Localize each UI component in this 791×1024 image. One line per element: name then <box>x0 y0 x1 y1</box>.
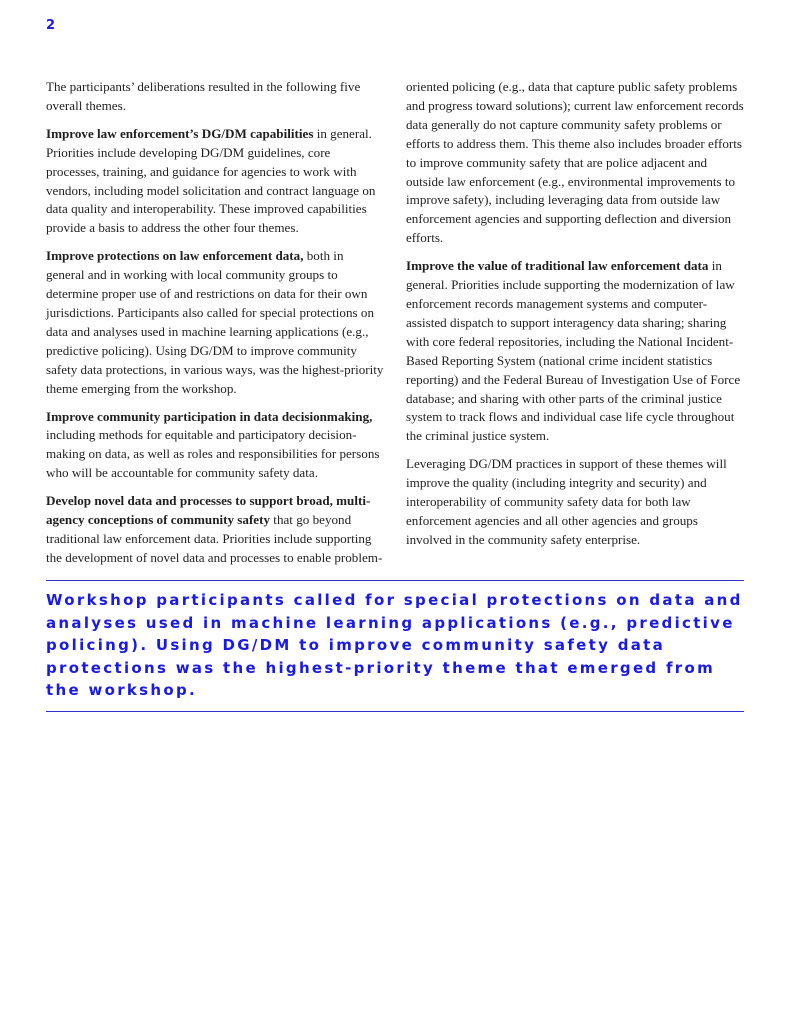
theme-body-traditional-data: in general. Priorities include supporting the modernization of law enforcement records management systems and computer-assisted dispatch to support interagency data sharing; sharing with core federal repositories, including the National Incident-Based Reporting System (national crime incident statistics reporting) and the Federal Bureau of Investigation Use of Force database; and sharing with other parts of the criminal justice system to track flows and individual case life cycle throughout the criminal justice system. <box>406 258 741 444</box>
theme-heading-capabilities: Improve law enforcement’s DG/DM capabilities <box>46 125 314 141</box>
intro-paragraph: The participants’ deliberations resulted in the following five overall themes. <box>46 79 361 113</box>
page-number: 2 <box>46 18 56 33</box>
theme-heading-protections: Improve protections on law enforcement data, <box>46 248 304 264</box>
theme-paragraph-traditional-data <box>406 257 744 446</box>
theme-paragraph-novel-data-continued: oriented policing (e.g., data that capture public safety problems and progress toward solutions); current law enforcement records data generally do not capture community safety problems or efforts to address them. This theme also includes broader efforts to improve community safety that are police adjacent and outside law enforcement (e.g., environmental improvements to improve safety), including leveraging data from outside law enforcement agencies and supporting deflection and diversion efforts. <box>406 79 744 246</box>
theme-paragraph-protections <box>46 247 384 398</box>
pull-quote-text: Workshop participants called for special protections on data and analyses used in machine learning applications (e.g., predictive policing). Using DG/DM to improve community safety data protections was the highest-priority theme that emerged from the workshop. <box>46 591 743 699</box>
closing-paragraph: Leveraging DG/DM practices in support of these themes will improve the quality (including integrity and security) and interoperability of community safety data for both law enforcement agencies and all other agencies and groups involved in the community safety enterprise. <box>406 456 727 547</box>
left-column <box>46 78 384 577</box>
theme-body-capabilities: in general. Priorities include developing DG/DM guidelines, core processes, training, and guidance for agencies to work with vendors, including model solicitation and contract language on data quality and interoperability. These improved capabilities provide a basis to address the other four themes. <box>46 125 376 236</box>
right-column <box>406 78 744 559</box>
theme-paragraph-capabilities <box>46 125 384 238</box>
theme-paragraph-participation <box>46 408 384 484</box>
theme-body-novel-data: that go beyond traditional law enforcement data. Priorities include supporting the development of novel data and processes to enable problem- <box>46 512 383 565</box>
theme-body-protections: both in general and in working with local community groups to determine proper use of and restrictions on data for their own jurisdictions. Participants also called for special protections on data and analyses used in machine learning applications (e.g., predictive policing). Using DG/DM to improve community safety data protections, in various ways, was the highest-priority theme emerging from the workshop. <box>46 248 384 396</box>
theme-heading-traditional-data: Improve the value of traditional law enforcement data <box>406 258 709 274</box>
pull-quote <box>46 580 744 712</box>
theme-heading-participation: Improve community participation in data decisionmaking, <box>46 408 373 424</box>
theme-heading-novel-data: Develop novel data and processes to support broad, multi-agency conceptions of community safety <box>46 493 371 528</box>
theme-body-participation: including methods for equitable and participatory decision-making on data, as well as roles and responsibilities for persons who will be accountable for community safety data. <box>46 427 380 481</box>
theme-paragraph-novel-data <box>46 492 384 568</box>
